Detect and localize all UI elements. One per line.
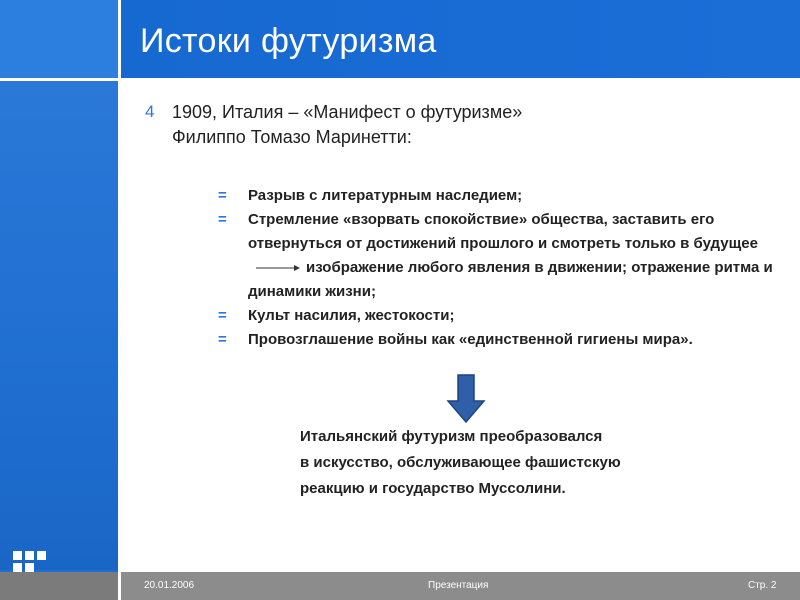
right-arrow-icon [256,263,300,273]
conclusion-line-2: в искусство, обслуживающее фашистскую [300,454,621,471]
sub-bullet-marker: = [218,307,227,324]
main-bullet [172,100,772,150]
conclusion-line-3: реакцию и государство Муссолини. [300,480,566,497]
sub-bullet-text-after-arrow: изображение любого явления в движении; отражение ритма и динамики жизни; [248,259,773,300]
footer-divider [118,572,121,600]
main-bullet-line-2: Филиппо Томазо Маринетти: [172,127,412,147]
sub-bullet-list [218,184,778,352]
slide-title: Истоки футуризма [140,22,437,60]
sidebar-body [0,80,118,570]
sub-bullet-item [218,328,778,352]
horizontal-divider [0,78,800,81]
sub-bullet-text: Культ насилия, жестокости; [248,307,455,324]
vertical-divider [118,0,121,600]
footer-date: 20.01.2006 [144,580,195,591]
bullet-marker: 4 [145,102,155,121]
footer-page: Стр. 2 [748,580,777,591]
down-arrow-icon [446,374,486,424]
sub-bullet-text-before-arrow: Стремление «взорвать спокойствие» общества, заставить его отвернуться от достижений прошлого и смотреть только в будущее [248,211,758,252]
sub-bullet-text: Провозглашение войны как «единственной гигиены мира». [248,331,693,348]
sub-bullet-item [218,208,778,304]
conclusion-text [300,424,740,502]
footer-center: Презентация [428,580,489,591]
sidebar-top-block [0,0,118,80]
sub-bullet-item [218,184,778,208]
sub-bullet-marker: = [218,187,227,204]
main-bullet-line-1: 1909, Италия – «Манифест о футуризме» [172,102,523,122]
sub-bullet-item [218,304,778,328]
sub-bullet-text: Разрыв с литературным наследием; [248,187,523,204]
sub-bullet-marker: = [218,211,227,228]
sub-bullet-marker: = [218,331,227,348]
footer-left-block [0,572,118,600]
conclusion-line-1: Итальянский футуризм преобразовался [300,428,603,445]
footer-bar [0,572,800,600]
left-sidebar [0,0,118,600]
